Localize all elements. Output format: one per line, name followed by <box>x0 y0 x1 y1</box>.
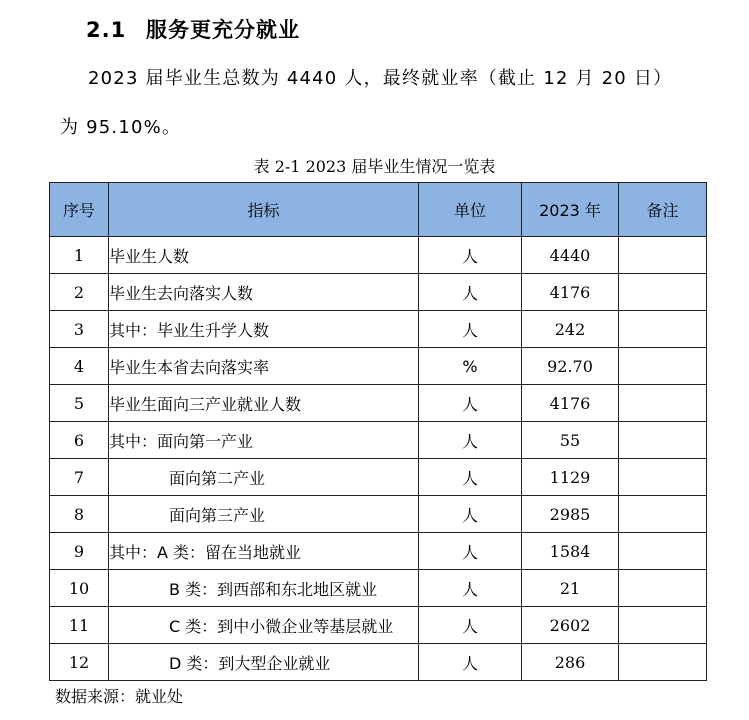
row-index: 9 <box>50 533 109 570</box>
row-index: 8 <box>50 496 109 533</box>
row-unit: 人 <box>419 422 522 459</box>
row-unit: 人 <box>419 459 522 496</box>
table-row <box>50 570 707 607</box>
row-unit: 人 <box>419 607 522 644</box>
section-title: 服务更充分就业 <box>146 18 300 42</box>
row-value: 242 <box>522 311 619 348</box>
table-row <box>50 422 707 459</box>
header-note: 备注 <box>619 183 707 237</box>
row-value: 2602 <box>522 607 619 644</box>
table-row <box>50 348 707 385</box>
row-indicator: B 类：到西部和东北地区就业 <box>109 570 419 607</box>
row-value: 4176 <box>522 385 619 422</box>
table-row <box>50 311 707 348</box>
row-value: 4440 <box>522 237 619 274</box>
row-unit: 人 <box>419 496 522 533</box>
row-indicator: 毕业生去向落实人数 <box>109 274 419 311</box>
row-value: 55 <box>522 422 619 459</box>
row-indicator: 面向第三产业 <box>109 496 419 533</box>
row-note <box>619 274 707 311</box>
table-row <box>50 274 707 311</box>
row-index: 2 <box>50 274 109 311</box>
row-indicator: 其中：面向第一产业 <box>109 422 419 459</box>
row-indicator: 毕业生面向三产业就业人数 <box>109 385 419 422</box>
row-note <box>619 459 707 496</box>
row-unit: 人 <box>419 274 522 311</box>
row-indicator: D 类：到大型企业就业 <box>109 644 419 681</box>
row-index: 4 <box>50 348 109 385</box>
row-value: 1584 <box>522 533 619 570</box>
data-source-note: 数据来源：就业处 <box>55 687 184 706</box>
row-note <box>619 348 707 385</box>
row-index: 10 <box>50 570 109 607</box>
header-index: 序号 <box>50 183 109 237</box>
row-unit: 人 <box>419 237 522 274</box>
row-note <box>619 237 707 274</box>
graduate-stats-table <box>49 182 707 681</box>
row-indicator: 其中：毕业生升学人数 <box>109 311 419 348</box>
row-note <box>619 607 707 644</box>
row-index: 7 <box>50 459 109 496</box>
row-value: 2985 <box>522 496 619 533</box>
row-indicator: 其中：A 类：留在当地就业 <box>109 533 419 570</box>
table-header-row <box>50 183 707 237</box>
row-index: 5 <box>50 385 109 422</box>
row-index: 11 <box>50 607 109 644</box>
table-row <box>50 644 707 681</box>
section-number: 2.1 <box>86 18 127 42</box>
table-row <box>50 533 707 570</box>
row-note <box>619 570 707 607</box>
row-unit: 人 <box>419 570 522 607</box>
table-row <box>50 496 707 533</box>
row-note <box>619 422 707 459</box>
table-row <box>50 459 707 496</box>
row-unit: 人 <box>419 533 522 570</box>
row-index: 1 <box>50 237 109 274</box>
row-note <box>619 533 707 570</box>
row-index: 3 <box>50 311 109 348</box>
row-unit: % <box>419 348 522 385</box>
row-index: 12 <box>50 644 109 681</box>
row-value: 4176 <box>522 274 619 311</box>
row-unit: 人 <box>419 311 522 348</box>
row-value: 92.70 <box>522 348 619 385</box>
row-note <box>619 385 707 422</box>
row-value: 1129 <box>522 459 619 496</box>
row-note <box>619 496 707 533</box>
row-value: 286 <box>522 644 619 681</box>
row-unit: 人 <box>419 385 522 422</box>
row-indicator: 面向第二产业 <box>109 459 419 496</box>
header-year: 2023 年 <box>522 183 619 237</box>
row-value: 21 <box>522 570 619 607</box>
row-indicator: 毕业生人数 <box>109 237 419 274</box>
table-row <box>50 237 707 274</box>
header-indicator: 指标 <box>109 183 419 237</box>
header-unit: 单位 <box>419 183 522 237</box>
paragraph-line-1: 2023 届毕业生总数为 4440 人，最终就业率（截止 12 月 20 日） <box>88 68 673 89</box>
section-heading <box>86 14 300 44</box>
table-caption: 表 2-1 2023 届毕业生情况一览表 <box>253 157 496 176</box>
row-note <box>619 644 707 681</box>
paragraph-line-2: 为 95.10%。 <box>60 117 182 138</box>
row-note <box>619 311 707 348</box>
row-index: 6 <box>50 422 109 459</box>
row-indicator: C 类：到中小微企业等基层就业 <box>109 607 419 644</box>
row-unit: 人 <box>419 644 522 681</box>
table-row <box>50 385 707 422</box>
row-indicator: 毕业生本省去向落实率 <box>109 348 419 385</box>
table-row <box>50 607 707 644</box>
